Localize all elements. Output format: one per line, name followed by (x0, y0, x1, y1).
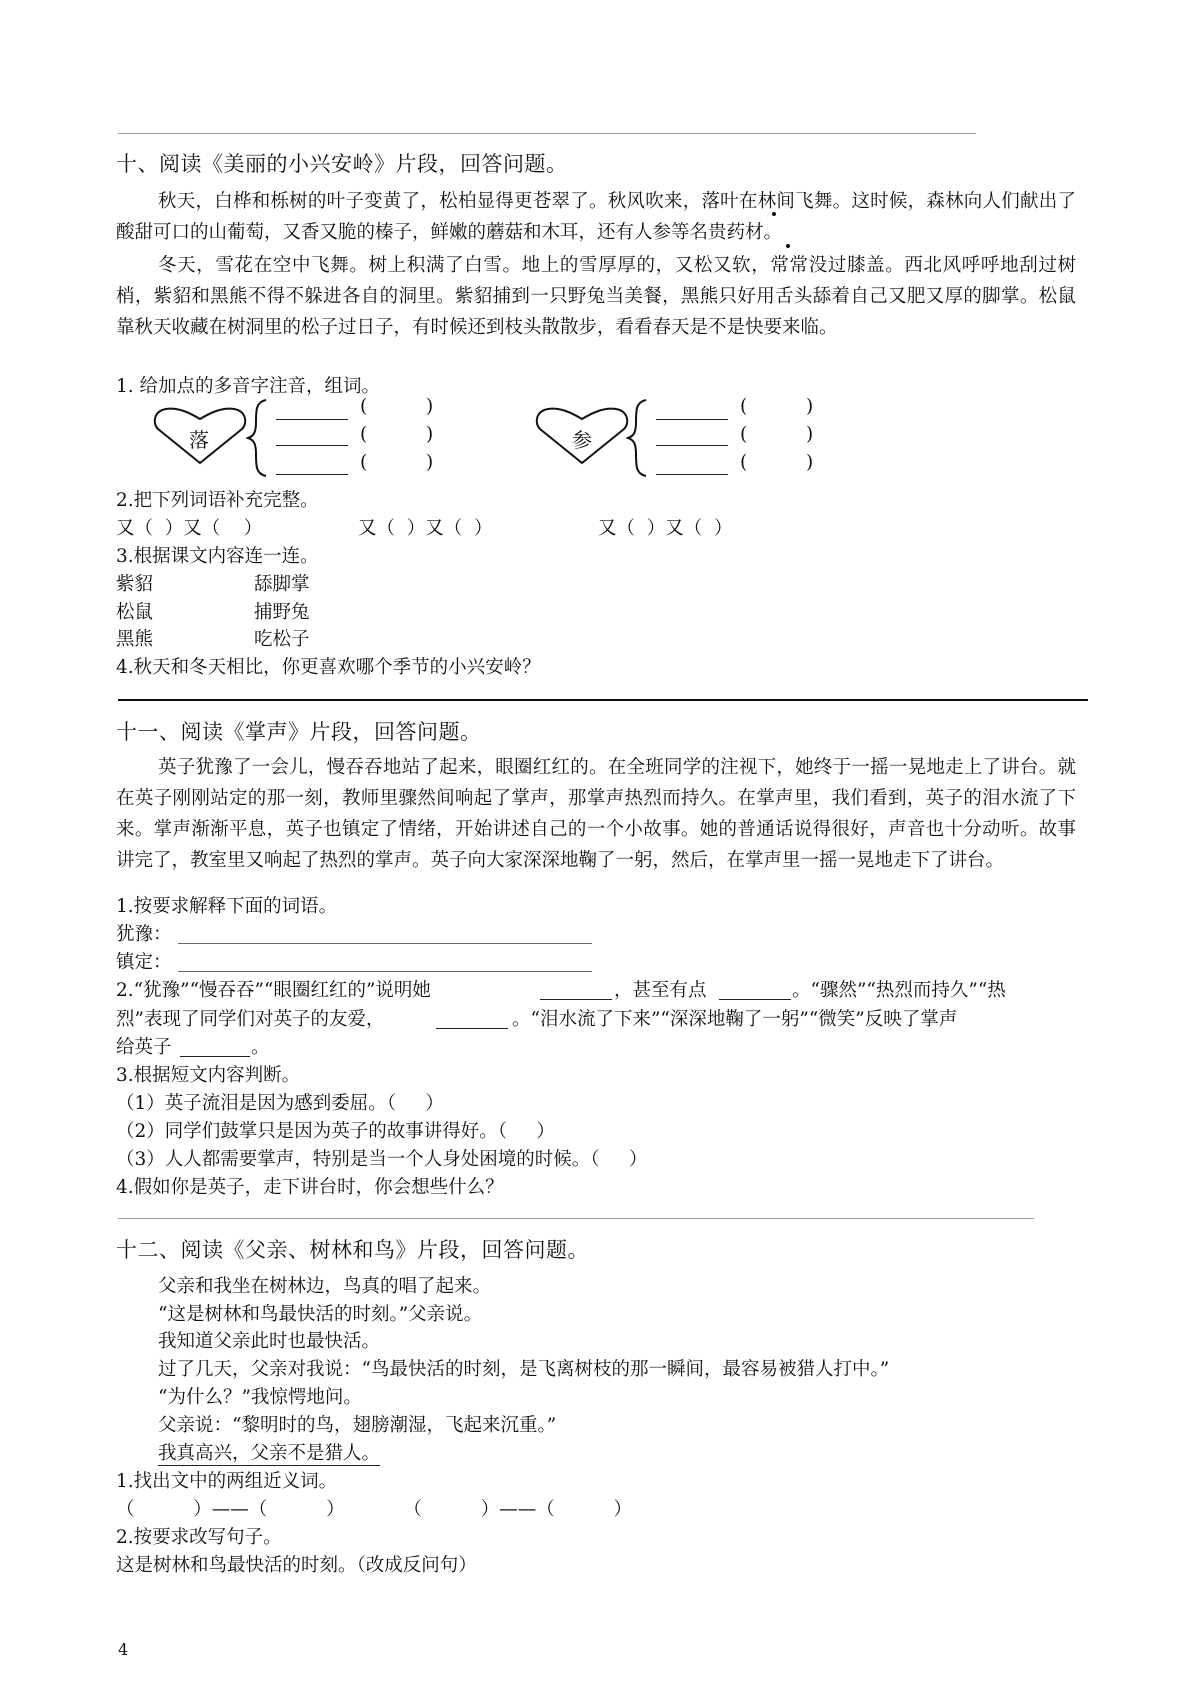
section-12-line-2: “这是树林和鸟最快活的时刻。”父亲说。 (158, 1304, 483, 1325)
section-12-question-1: 1.找出文中的两组近义词。 (116, 1471, 338, 1492)
pinyin-paren-luo-2[interactable]: ( ) (360, 424, 434, 445)
match-right-2[interactable]: 捕野兔 (254, 602, 310, 623)
answer-line-youyu[interactable] (178, 943, 592, 944)
section-12-question-2: 2.按要求改写句子。 (116, 1527, 282, 1548)
answer-blank-luo-1[interactable] (276, 419, 348, 420)
match-left-3[interactable]: 黑熊 (116, 629, 154, 650)
judge-item-1[interactable]: （1）英子流泪是因为感到委屈。（ ） (116, 1093, 444, 1114)
answer-blank-shen-2[interactable] (656, 445, 728, 446)
pinyin-paren-luo-1[interactable]: ( ) (360, 396, 434, 417)
section-11-q2-line-2b: 。“泪水流了下来”“深深地鞠了一躬”“微笑”反映了掌声 (512, 1009, 958, 1030)
heart-label-luo: 落 (189, 428, 209, 452)
section-11-question-4: 4.假如你是英子，走下讲台时，你会想些什么？ (116, 1177, 504, 1198)
match-left-2[interactable]: 松鼠 (116, 602, 154, 623)
section-11-question-1: 1.按要求解释下面的词语。 (116, 896, 338, 917)
match-right-3[interactable]: 吃松子 (254, 629, 310, 650)
word-fill-3[interactable]: 又（ ）又（ ） (598, 518, 733, 539)
section-10-question-1: 1. 给加点的多音字注音，组词。 (116, 376, 381, 397)
section-12-rewrite-sentence: 这是树林和鸟最快活的时刻。（改成反问句） (116, 1555, 477, 1576)
top-divider (118, 133, 976, 134)
synonym-pairs[interactable]: （ ）——（ ） （ ）——（ ） (116, 1499, 633, 1520)
pinyin-paren-shen-1[interactable]: ( ) (740, 396, 814, 417)
page-number: 4 (118, 1640, 129, 1659)
underlined-sentence: 我真高兴，父亲不是猎人。 (158, 1443, 381, 1464)
judge-item-2[interactable]: （2）同学们鼓掌只是因为英子的故事讲得好。（ ） (116, 1121, 555, 1142)
judge-item-3[interactable]: （3）人人都需要掌声，特别是当一个人身处困境的时候。（ ） (116, 1149, 648, 1170)
section-11-q2-line-2a: 烈”表现了同学们对英子的友爱， (116, 1009, 385, 1030)
section-10-question-3: 3.根据课文内容连一连。 (116, 546, 319, 567)
brace-left-1 (246, 398, 270, 478)
section-11-question-3: 3.根据短文内容判断。 (116, 1065, 301, 1086)
section-10-question-2: 2.把下列词语补充完整。 (116, 490, 319, 511)
answer-blank-shen-1[interactable] (656, 419, 728, 420)
section-12-line-3: 我知道父亲此时也最快活。 (158, 1331, 381, 1352)
q2-blank-1[interactable] (540, 999, 612, 1000)
q2-blank-4[interactable] (180, 1056, 250, 1057)
section-12-line-7 (158, 1439, 380, 1465)
section-12-line-1: 父亲和我坐在树林边，鸟真的唱了起来。 (158, 1276, 492, 1297)
section-10-question-4: 4.秋天和冬天相比，你更喜欢哪个季节的小兴安岭？ (116, 657, 541, 678)
section-11-q2-line-1b: ，甚至有点 (614, 980, 707, 1001)
section-12-title: 十二、阅读《父亲、树林和鸟》片段，回答问题。 (116, 1238, 589, 1262)
answer-blank-shen-3[interactable] (656, 474, 728, 475)
word-fill-2[interactable]: 又（ ）又（ ） (358, 518, 493, 539)
word-fill-1[interactable]: 又（ ）又（ ） (116, 518, 263, 539)
match-right-1[interactable]: 舔脚掌 (254, 574, 310, 595)
word-zhending-label: 镇定： (116, 952, 172, 973)
divider-thin (118, 1218, 1034, 1219)
q2-blank-3[interactable] (436, 1028, 508, 1029)
answer-blank-luo-3[interactable] (276, 474, 348, 475)
section-12-line-5: “为什么？”我惊愕地问。 (158, 1387, 362, 1408)
section-10-paragraph-1: 秋天，白桦和栎树的叶子变黄了，松柏显得更苍翠了。秋风吹来，落叶在林间飞舞。这时候，森林向人们献出了酸甜可口的山葡萄，又香又脆的榛子，鲜嫩的蘑菇和木耳，还有人参等名贵药材。 (116, 191, 1076, 243)
section-11-title: 十一、阅读《掌声》片段，回答问题。 (116, 720, 482, 744)
brace-left-2 (626, 398, 650, 478)
section-11-q2-line-1c: 。“骤然”“热烈而持久”“热 (792, 980, 1006, 1001)
word-youyu-label: 犹豫： (116, 924, 172, 945)
pinyin-paren-shen-2[interactable]: ( ) (740, 424, 814, 445)
answer-blank-luo-2[interactable] (276, 445, 348, 446)
pinyin-paren-luo-3[interactable]: ( ) (360, 452, 434, 473)
section-10-paragraph-2: 冬天，雪花在空中飞舞。树上积满了白雪。地上的雪厚厚的，又松又软，常常没过膝盖。西北风呼呼地刮过树梢，紫貂和黑熊不得不躲进各自的洞里。紫貂捕到一只野兔当美餐，黑熊只好用舌头舔着自己又肥又厚的脚掌。松鼠靠秋天收藏在树洞里的松子过日子，有时候还到枝头散散步，看看春天是不是快要来临。 (116, 255, 1076, 338)
answer-line-zhending[interactable] (178, 971, 592, 972)
section-11-q2-line-1a: 2.“犹豫”“慢吞吞”“眼圈红红的”说明她 (116, 980, 431, 1001)
section-12-line-4: 过了几天，父亲对我说：“鸟最快活的时刻，是飞离树枝的那一瞬间，最容易被猎人打中。” (158, 1359, 890, 1380)
pinyin-paren-shen-3[interactable]: ( ) (740, 452, 814, 473)
heart-label-shen: 参 (572, 428, 592, 452)
section-10-title: 十、阅读《美丽的小兴安岭》片段，回答问题。 (116, 152, 568, 176)
section-12-line-6: 父亲说：“黎明时的鸟，翅膀潮湿，飞起来沉重。” (158, 1415, 557, 1436)
emphasis-dot-luo (772, 212, 776, 216)
section-11-paragraph: 英子犹豫了一会儿，慢吞吞地站了起来，眼圈红红的。在全班同学的注视下，她终于一摇一晃地走上了讲台。就在英子刚刚站定的那一刻，教师里骤然间响起了掌声，那掌声热烈而持久。在掌声里，我们看到，英子的泪水流了下来。掌声渐渐平息，英子也镇定了情绪，开始讲述自己的一个小故事。她的普通话说得很好，声音也十分动听。故事讲完了，教室里又响起了热烈的掌声。英子向大家深深地鞠了一躬，然后，在掌声里一摇一晃地走下了讲台。 (116, 757, 1076, 871)
match-left-1[interactable]: 紫貂 (116, 574, 154, 595)
emphasis-dot-shen (786, 244, 790, 248)
section-11-q2-line-3a: 给英子 (116, 1037, 172, 1058)
q2-blank-2[interactable] (719, 999, 791, 1000)
section-11-q2-line-3b: 。 (251, 1037, 270, 1058)
divider-thick (118, 699, 1088, 701)
